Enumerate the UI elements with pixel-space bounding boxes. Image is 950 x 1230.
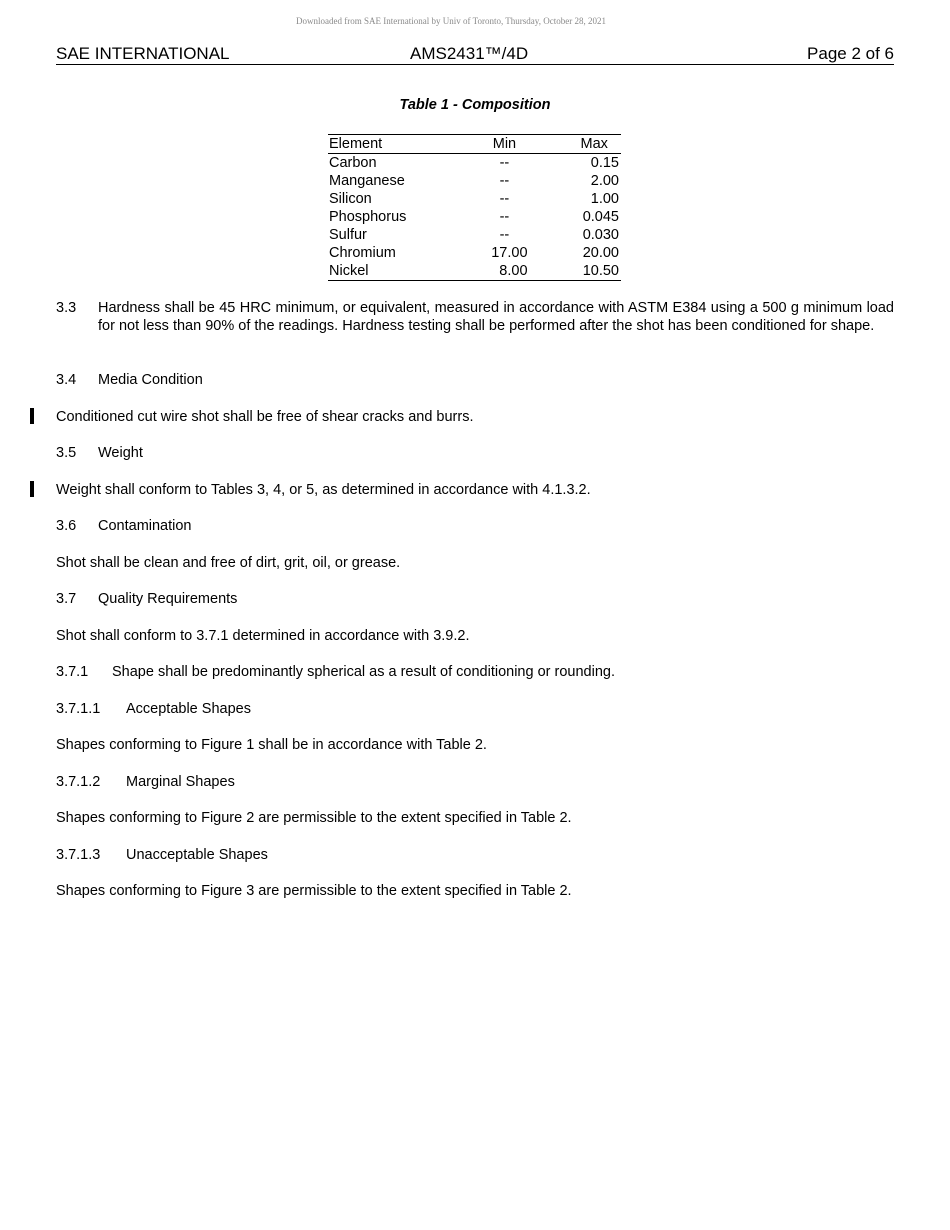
section-3-6-body: Shot shall be clean and free of dirt, grit, oil, or grease.	[56, 555, 401, 571]
section-title: Weight	[98, 445, 143, 461]
cell-max: 0.030	[582, 227, 619, 243]
cell-element: Carbon	[329, 155, 377, 171]
cell-element: Chromium	[329, 245, 396, 261]
cell-max: 0.045	[582, 209, 619, 225]
cell-min: 8.00	[499, 263, 528, 279]
cell-min: --	[499, 209, 510, 225]
section-text: Shape shall be predominantly spherical as a result of conditioning or rounding.	[112, 664, 615, 680]
column-header-max: Max	[580, 136, 608, 152]
cell-max: 1.00	[590, 191, 619, 207]
section-number: 3.7.1.1	[56, 701, 101, 717]
section-3-4-body: Conditioned cut wire shot shall be free of shear cracks and burrs.	[56, 409, 474, 425]
section-title: Media Condition	[98, 372, 203, 388]
section-title: Acceptable Shapes	[126, 701, 251, 717]
section-number: 3.5	[56, 445, 77, 461]
table-row	[328, 190, 621, 208]
section-3-3	[56, 299, 894, 353]
section-number: 3.6	[56, 518, 77, 534]
column-header-element: Element	[329, 136, 383, 152]
section-title: Quality Requirements	[98, 591, 238, 607]
cell-max: 2.00	[590, 173, 619, 189]
cell-min: --	[499, 191, 510, 207]
cell-min: --	[499, 173, 510, 189]
composition-table	[328, 134, 621, 281]
header-page-number: Page 2 of 6	[807, 44, 894, 63]
section-3-7-1-1-body: Shapes conforming to Figure 1 shall be in accordance with Table 2.	[56, 737, 487, 753]
cell-max: 0.15	[590, 155, 619, 171]
section-number: 3.7	[56, 591, 77, 607]
section-title: Marginal Shapes	[126, 774, 235, 790]
section-title: Contamination	[98, 518, 192, 534]
cell-min: 17.00	[491, 245, 528, 261]
table-row	[328, 262, 621, 281]
table-header-row	[328, 135, 621, 154]
section-3-7-body: Shot shall conform to 3.7.1 determined in accordance with 3.9.2.	[56, 628, 470, 644]
revision-bar	[30, 408, 34, 424]
section-3-5-body: Weight shall conform to Tables 3, 4, or 5, as determined in accordance with 4.1.3.2.	[56, 482, 591, 498]
table-row	[328, 244, 621, 262]
table-title: Table 1 - Composition	[399, 97, 551, 113]
section-number: 3.7.1.2	[56, 774, 101, 790]
cell-max: 10.50	[582, 263, 619, 279]
column-header-min: Min	[492, 136, 517, 152]
header-org: SAE INTERNATIONAL	[56, 44, 230, 63]
section-3-7-1-3-body: Shapes conforming to Figure 3 are permissible to the extent specified in Table 2.	[56, 883, 572, 899]
cell-element: Phosphorus	[329, 209, 407, 225]
section-text: Hardness shall be 45 HRC minimum, or equivalent, measured in accordance with ASTM E384 using a 500 g minimum load for not less than 90% of the readings. Hardness testing shall be performed after the shot has been conditioned for shape.	[98, 300, 894, 334]
revision-bar	[30, 481, 34, 497]
download-watermark: Downloaded from SAE International by Univ of Toronto, Thursday, October 28, 2021	[296, 16, 606, 26]
table-row	[328, 172, 621, 190]
section-number: 3.4	[56, 372, 77, 388]
section-3-7-1-2-body: Shapes conforming to Figure 2 are permissible to the extent specified in Table 2.	[56, 810, 572, 826]
cell-min: --	[499, 155, 510, 171]
page-header	[56, 44, 894, 65]
table-row	[328, 226, 621, 244]
cell-element: Nickel	[329, 263, 369, 279]
section-number: 3.7.1	[56, 664, 89, 680]
cell-min: --	[499, 227, 510, 243]
cell-element: Manganese	[329, 173, 405, 189]
cell-element: Sulfur	[329, 227, 367, 243]
section-title: Unacceptable Shapes	[126, 847, 268, 863]
section-number: 3.7.1.3	[56, 847, 101, 863]
table-row	[328, 208, 621, 226]
cell-element: Silicon	[329, 191, 372, 207]
header-doc-number: AMS2431™/4D	[410, 44, 529, 63]
cell-max: 20.00	[582, 245, 619, 261]
section-number: 3.3	[56, 300, 77, 316]
table-row	[328, 154, 621, 173]
